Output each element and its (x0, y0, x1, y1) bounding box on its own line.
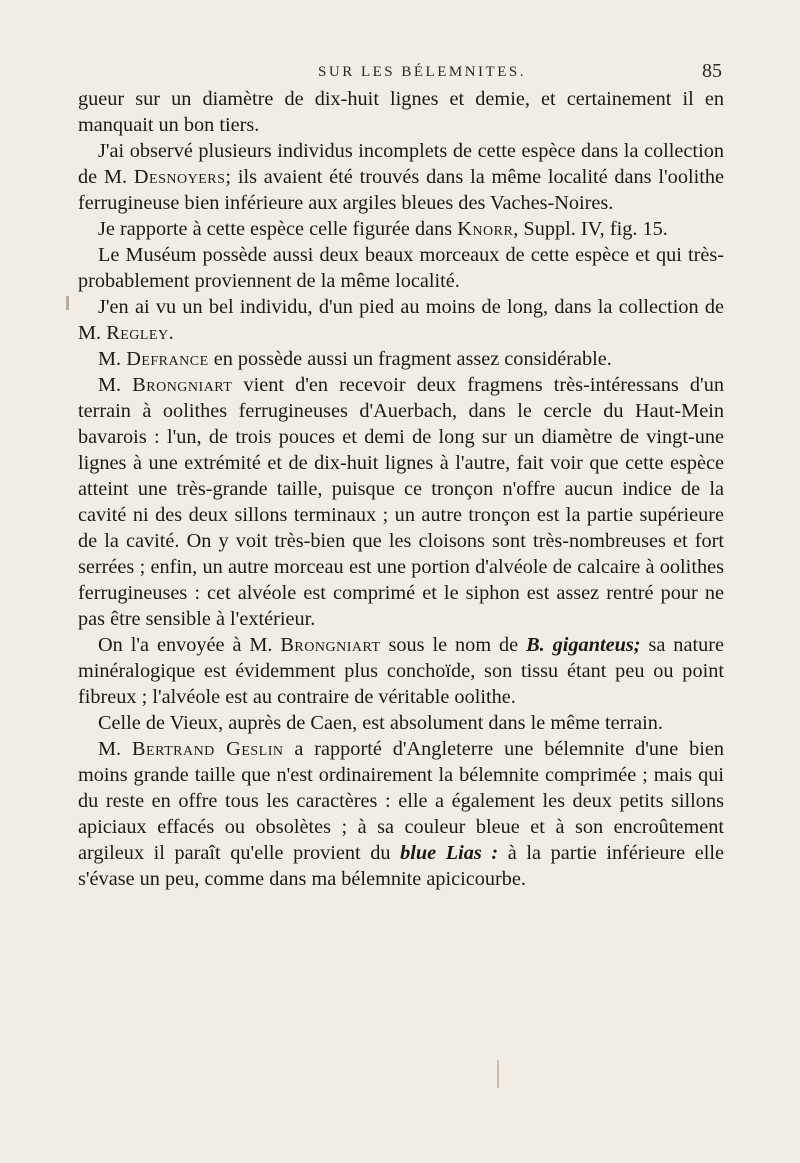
text-run: a rapporté d'Angleterre une bélemnite d'une bien moins grande taille que n'est ordinairement la bélemnite comprimée ; mais qui du reste en offre tous les caractères : elle a également les deux petits sillons apiciaux effacés ou obsolètes ; à sa couleur bleue et à son encroûtement argileux il paraît qu'elle provient du (78, 738, 724, 864)
paragraph (78, 710, 724, 736)
text-run: . (168, 322, 174, 344)
text-run: Je rapporte à cette espèce celle figurée dans (98, 218, 458, 240)
text-run: Le Muséum possède aussi deux beaux morceaux de cette espèce et qui très-probablement proviennent de la même localité. (78, 244, 724, 292)
author-name: Brongniart (132, 374, 233, 396)
author-name: Brongniart (280, 634, 381, 656)
paragraph (78, 138, 724, 216)
paragraph (78, 294, 724, 346)
body-text (78, 86, 724, 892)
margin-mark (66, 296, 69, 310)
text-run: J'ai observé plusieurs individus incomplets de cette espèce dans la collection de M. (78, 140, 724, 188)
text-run: M. (98, 348, 127, 370)
author-name: Bertrand Geslin (132, 738, 284, 760)
text-run: en possède aussi un fragment assez considérable. (208, 348, 612, 370)
text-run: , Suppl. IV, fig. 15. (513, 218, 668, 240)
text-run: J'en ai vu un bel individu, d'un pied au moins de long, dans la collection de M. (78, 296, 724, 344)
text-run: à la partie inférieure elle s'évase un peu, comme dans ma bélemnite apicicourbe. (78, 842, 724, 890)
text-run: M. (98, 374, 133, 396)
text-run: ; ils avaient été trouvés dans la même localité dans l'oolithe ferrugineuse bien inférieure aux argiles bleues des Vaches-Noires. (78, 166, 725, 214)
paragraph (78, 632, 724, 710)
author-name: Defrance (126, 348, 209, 370)
page-number: 85 (702, 60, 722, 82)
text-run: On l'a envoyée à M. (98, 634, 281, 656)
paragraph (78, 242, 724, 294)
paragraph (78, 372, 724, 632)
paragraph (78, 86, 724, 138)
text-run: sa nature minéralogique est évidemment plus conchoïde, son tissu étant peu ou point fibreux ; l'alvéole est au contraire de véritable oolithe. (78, 634, 724, 708)
author-name: Regley (106, 322, 169, 344)
paragraph (78, 346, 724, 372)
italic-term: B. giganteus; (526, 634, 641, 656)
author-name: Knorr (457, 218, 514, 240)
paper-mark (497, 1060, 499, 1088)
paragraph (78, 216, 724, 242)
text-run: M. (98, 738, 132, 760)
paragraph (78, 736, 724, 892)
text-run: sous le nom de (380, 634, 527, 656)
text-run: vient d'en recevoir deux fragmens très-intéressans d'un terrain à oolithes ferrugineuses d'Auerbach, dans le cercle du Haut-Mein bavarois : l'un, de trois pouces et demi de long sur un diamètre de vingt-une lignes à une extrémité et de dix-huit lignes à l'autre, fait voir que cette espèce atteint une très-grande taille, puisque ce tronçon n'offre aucun indice de la cavité ni des deux sillons terminaux ; un autre tronçon est la partie supérieure de la cavité. On y voit très-bien que les cloisons sont très-nombreuses et fort serrées ; enfin, un autre morceau est une portion d'alvéole de calcaire à oolithes ferrugineuses : cet alvéole est comprimé et le siphon est assez rentré pour ne pas être sensible à l'extérieur. (78, 374, 724, 630)
text-run: Celle de Vieux, auprès de Caen, est absolument dans le même terrain. (98, 712, 663, 734)
running-title: SUR LES BÉLEMNITES. (318, 64, 526, 80)
text-run: gueur sur un diamètre de dix-huit lignes et demie, et certainement il en manquait un bon tiers. (78, 88, 724, 136)
author-name: Desnoyers (133, 166, 226, 188)
italic-term: blue Lias : (400, 842, 499, 864)
